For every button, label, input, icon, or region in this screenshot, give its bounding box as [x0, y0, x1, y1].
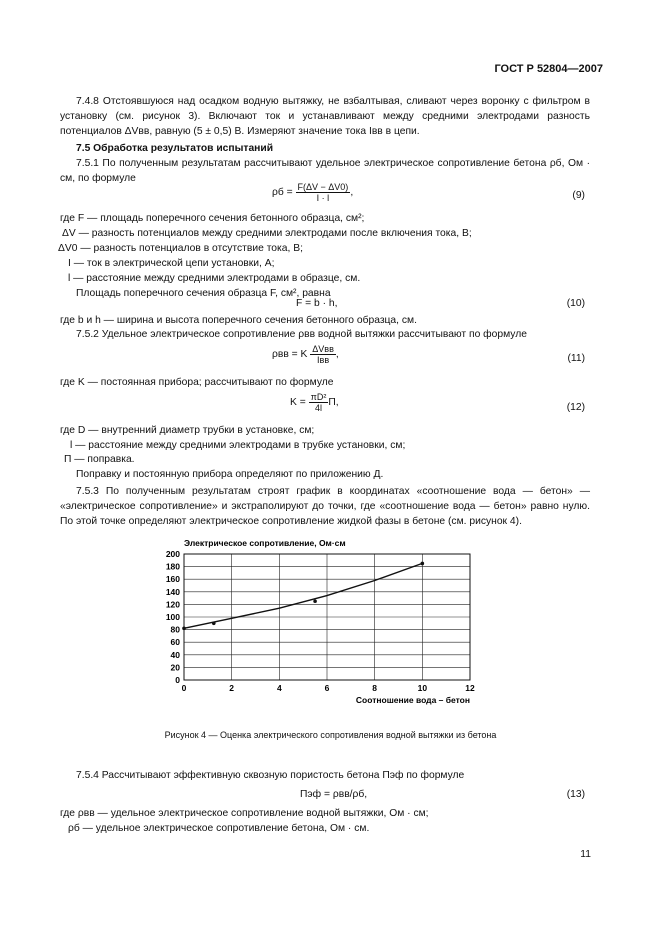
- formula-12-tail: П,: [328, 397, 339, 409]
- formula-12-number: (12): [566, 402, 585, 413]
- x-tick-label: 0: [181, 683, 187, 693]
- formula-12-lhs: K =: [290, 397, 306, 409]
- y-tick-label: 100: [165, 612, 180, 622]
- formula-11-lhs: ρвв = K: [272, 349, 308, 361]
- x-tick-label: 6: [324, 683, 330, 693]
- paragraph-7-5-4: 7.5.4 Рассчитывают эффективную сквозную пористость бетона Пэф по формуле: [76, 770, 465, 781]
- y-tick-label: 40: [170, 649, 180, 660]
- formula-11-number: (11): [567, 353, 585, 364]
- formula-12-fraction: [309, 392, 329, 413]
- formula-12-denominator: 4l: [314, 403, 322, 413]
- definition-rho-vv: где ρвв — удельное электрическое сопротивление водной вытяжки, Ом · см;: [60, 808, 429, 819]
- y-tick-label: 80: [170, 624, 180, 635]
- formula-12-numerator: πD²: [310, 392, 327, 402]
- formula-9-fraction: [296, 182, 354, 203]
- x-tick-label: 12: [465, 683, 475, 693]
- formula-10: F = b · h,: [296, 298, 338, 309]
- formula-11: [272, 344, 339, 365]
- data-point: [182, 627, 186, 631]
- y-tick-label: 200: [165, 549, 180, 559]
- resistance-chart: [150, 532, 475, 722]
- data-point: [313, 599, 317, 603]
- page-number: 11: [580, 849, 591, 860]
- y-tick-label: 140: [165, 586, 180, 597]
- y-tick-label: 180: [165, 561, 180, 572]
- formula-11-tail: ,: [335, 349, 339, 361]
- document-header-code: ГОСТ Р 52804—2007: [494, 63, 603, 75]
- formula-11-fraction: [310, 344, 336, 365]
- area-intro: Площадь поперечного сечения образца F, см², равна: [76, 288, 331, 299]
- definition-P: П — поправка.: [64, 454, 135, 465]
- x-tick-label: 4: [276, 683, 282, 693]
- formula-12: [290, 392, 339, 413]
- definition-l-tube: l — расстояние между средними электродами в трубке установки, см;: [70, 440, 406, 451]
- formula-9-lhs: ρб =: [272, 187, 293, 199]
- section-heading-7-5: 7.5 Обработка результатов испытаний: [76, 143, 274, 154]
- paragraph-7-5-1: 7.5.1 По полученным результатам рассчитывают удельное электрическое сопротивление бетона ρб, Ом · см, по формуле: [60, 158, 590, 185]
- figure-caption: Рисунок 4 — Оценка электрического сопротивления водной вытяжки из бетона: [164, 730, 497, 740]
- formula-10-number: (10): [566, 298, 585, 309]
- series-line: [184, 563, 422, 628]
- definition-deltaV: ΔV — разность потенциалов между средними электродами после включения тока, В;: [62, 228, 472, 239]
- y-tick-label: 160: [165, 574, 180, 585]
- definition-D: где D — внутренний диаметр трубки в установке, см;: [60, 425, 315, 436]
- y-tick-label: 120: [165, 599, 180, 610]
- formula-11-denominator: Iвв: [317, 355, 330, 365]
- definition-deltaV0: ΔV0 — разность потенциалов в отсутствие тока, В;: [58, 243, 303, 254]
- paragraph-7-4-8: 7.4.8 Отстоявшуюся над осадком водную вытяжку, не взбалтывая, сливают через воронку с фильтром в установку (см. рисунок 3). Включают ток и устанавливают между средними электродами разность потенциалов ΔVвв, равную (5 ± 0,5) В. Измеряют значение тока Iвв в цепи.: [60, 96, 590, 138]
- formula-9-tail: ,: [350, 187, 354, 199]
- formula-9-number: (9): [572, 190, 585, 201]
- y-tick-label: 20: [170, 662, 180, 673]
- paragraph-7-5-2: 7.5.2 Удельное электрическое сопротивление ρвв водной вытяжки рассчитывают по формуле: [76, 329, 527, 340]
- y-tick-label: 0: [175, 675, 180, 685]
- definition-K: где K — постоянная прибора; рассчитывают по формуле: [60, 377, 334, 388]
- x-axis-label: Соотношение вода – бетон: [355, 695, 470, 705]
- x-tick-label: 10: [417, 683, 428, 693]
- x-tick-label: 2: [229, 683, 235, 693]
- appendix-note: Поправку и постоянную прибора определяют по приложению Д.: [76, 469, 384, 480]
- formula-9: [272, 182, 353, 203]
- definition-l: l — расстояние между средними электродами в образце, см.: [68, 273, 361, 284]
- data-point: [212, 622, 216, 626]
- formula-9-numerator: F(ΔV − ΔV0): [297, 182, 349, 192]
- formula-9-denominator: I · l: [316, 193, 330, 203]
- y-tick-label: 60: [170, 637, 180, 648]
- formula-13-number: (13): [566, 789, 585, 800]
- formula-13: Пэф = ρвв/ρб,: [300, 789, 368, 800]
- definition-b-h: где b и h — ширина и высота поперечного сечения бетонного образца, см.: [60, 315, 417, 326]
- formula-11-numerator: ΔVвв: [312, 344, 334, 354]
- definition-I: I — ток в электрической цепи установки, А;: [68, 258, 275, 269]
- y-axis-label: Электрическое сопротивление, Ом·см: [184, 538, 346, 548]
- paragraph-7-5-3: 7.5.3 По полученным результатам строят график в координатах «соотношение вода — бетон» — «электрическое сопротивление» и экстраполируют до точки, где «соотношение вода — бетон» равно нулю. По этой точке определяют электрическое сопротивление жидкой фазы в бетоне (см. рисунок 4).: [60, 486, 590, 528]
- definition-rho-b: ρб — удельное электрическое сопротивление бетона, Ом · см.: [68, 823, 370, 834]
- x-tick-label: 8: [372, 683, 378, 693]
- definition-F: где F — площадь поперечного сечения бетонного образца, см²;: [60, 213, 365, 224]
- data-point: [421, 562, 425, 566]
